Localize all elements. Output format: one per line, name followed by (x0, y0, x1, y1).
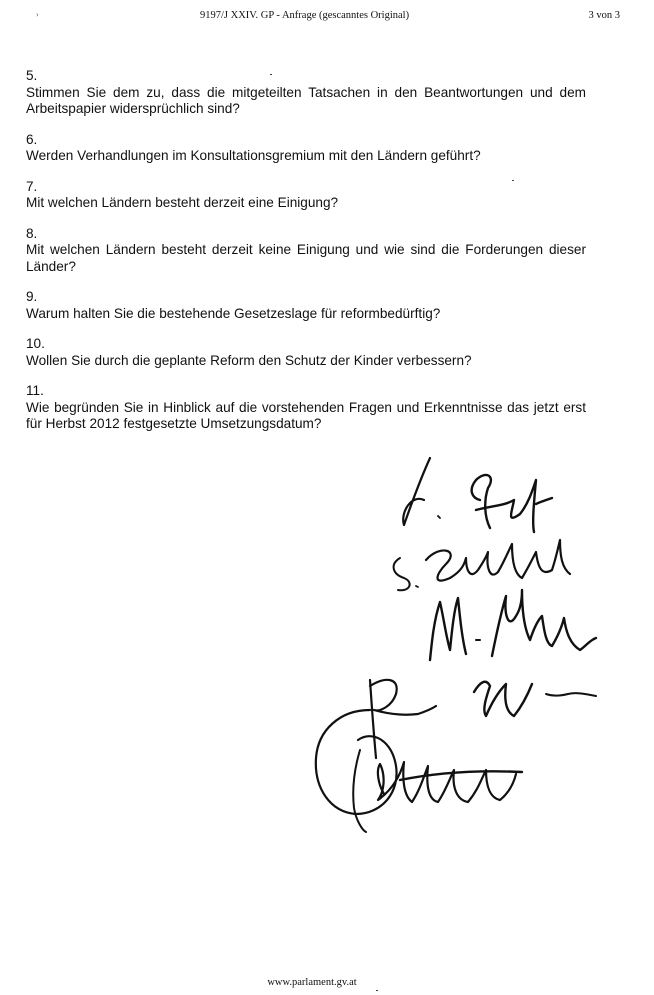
page-header (0, 10, 654, 26)
question-number: 5. (26, 68, 38, 83)
question-list (26, 68, 586, 447)
question-number: 8. (26, 225, 38, 241)
question-text: Mit welchen Ländern besteht derzeit keine Einigung und wie sind die Forderungen dieser Länder? (26, 242, 586, 274)
question-number: 6. (26, 131, 38, 147)
signature-block (300, 440, 640, 840)
header-title: 9197/J XXIV. GP - Anfrage (gescanntes Original) (200, 10, 410, 21)
question-item (26, 289, 586, 322)
question-item (26, 226, 586, 276)
scan-speck (270, 74, 272, 75)
signature-3 (430, 590, 596, 660)
question-item (26, 68, 586, 118)
question-item (26, 179, 586, 212)
signature-1 (403, 458, 552, 532)
footer-url: www.parlament.gv.at (267, 977, 357, 988)
page-footer (0, 977, 654, 988)
signature-5 (474, 682, 596, 716)
question-item (26, 336, 586, 369)
question-number: 9. (26, 289, 38, 304)
signatures-svg (300, 440, 640, 840)
question-number: 10. (26, 336, 45, 351)
question-item (26, 132, 586, 165)
scan-speck (512, 180, 514, 181)
question-text: Wollen Sie durch die geplante Reform den Schutz der Kinder verbessern? (26, 352, 472, 368)
signature-4 (370, 680, 436, 758)
question-item (26, 383, 586, 433)
question-text: Stimmen Sie dem zu, dass die mitgeteilten Tatsachen in den Beantwortungen und dem Arbeitspapier widersprüchlich sind? (26, 84, 586, 116)
question-text: Warum halten Sie die bestehende Gesetzeslage für reformbedürftig? (26, 305, 441, 321)
question-number: 7. (26, 178, 38, 194)
page-number: 3 von 3 (588, 10, 620, 21)
scan-mark: › (36, 10, 39, 19)
signature-2 (394, 540, 570, 590)
question-number: 11. (26, 383, 44, 398)
question-text: Werden Verhandlungen im Konsultationsgremium mit den Ländern geführt? (26, 148, 481, 163)
question-text: Wie begründen Sie in Hinblick auf die vorstehenden Fragen und Erkenntnisse das jetzt erst für Herbst 2012 festgesetzte Umsetzungsdatum? (26, 399, 586, 431)
question-text: Mit welchen Ländern besteht derzeit eine Einigung? (26, 195, 339, 210)
scan-speck (376, 990, 378, 991)
signature-6 (316, 710, 522, 832)
